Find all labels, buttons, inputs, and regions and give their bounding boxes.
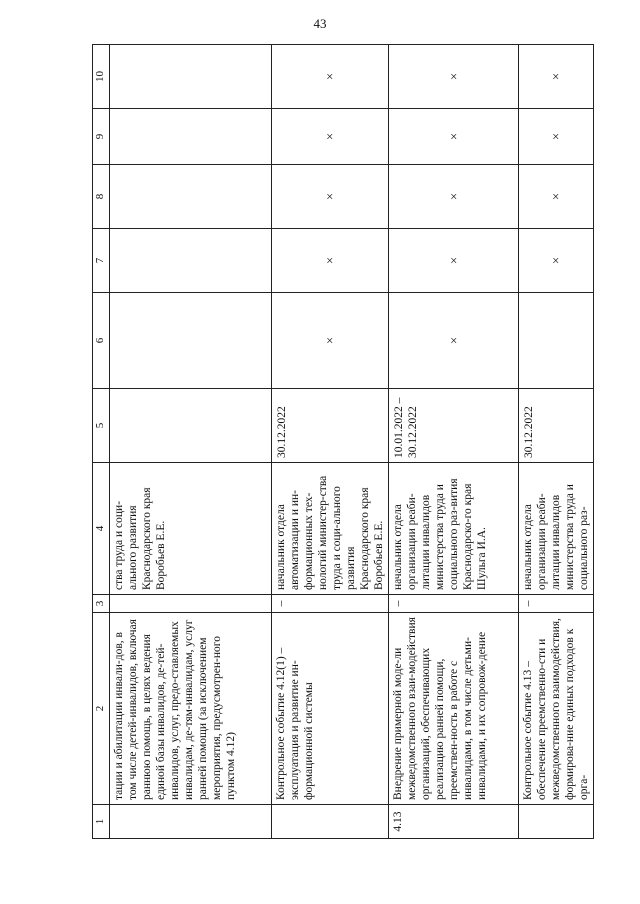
- cell-col7: ×: [389, 229, 519, 293]
- cell-col10: ×: [519, 45, 594, 109]
- cell-number: [110, 805, 272, 839]
- cell-col3: –: [389, 595, 519, 613]
- rotated-table-container: [92, 45, 591, 839]
- table-row: [519, 45, 594, 839]
- plan-table: [92, 44, 594, 839]
- cell-col3: –: [519, 595, 594, 613]
- cell-number: [272, 805, 389, 839]
- cell-col6: [110, 293, 272, 389]
- cell-number: [519, 805, 594, 839]
- cell-description: Контрольное событие 4.12(1) – эксплуатация и развитие ин-формационной системы: [272, 613, 389, 805]
- table-row: [110, 45, 272, 839]
- cell-responsible: начальник отдела организации реаби-литации инвалидов министерства труда и социального раз-вития Краснодарско-го края Шульга И.А.: [389, 463, 519, 595]
- col-header-2: 2: [93, 613, 110, 805]
- cell-col8: [110, 165, 272, 229]
- cell-col10: [110, 45, 272, 109]
- cell-col8: ×: [389, 165, 519, 229]
- cell-date: [110, 389, 272, 463]
- cell-date: 30.12.2022: [519, 389, 594, 463]
- cell-responsible: начальник отдела организации реаби-литации инвалидов министерства труда и социального раз-: [519, 463, 594, 595]
- header-row: [93, 45, 110, 839]
- cell-description: Внедрение примерной моде-ли межведомственного взаи-модействия организаций, обеспечивающих реализацию ранней помощи, преемствен-ность в работе с инвалидами, в том числе детьми-инвалидами, и их сопровож-дение: [389, 613, 519, 805]
- col-header-7: 7: [93, 229, 110, 293]
- col-header-5: 5: [93, 389, 110, 463]
- table-row: [389, 45, 519, 839]
- col-header-6: 6: [93, 293, 110, 389]
- col-header-8: 8: [93, 165, 110, 229]
- col-header-1: 1: [93, 805, 110, 839]
- cell-col9: ×: [389, 109, 519, 165]
- cell-col9: ×: [519, 109, 594, 165]
- cell-col7: ×: [519, 229, 594, 293]
- cell-date: 30.12.2022: [272, 389, 389, 463]
- cell-date: 10.01.2022 – 30.12.2022: [389, 389, 519, 463]
- cell-col10: ×: [272, 45, 389, 109]
- cell-col3: [110, 595, 272, 613]
- page-number: 43: [313, 16, 327, 31]
- cell-col10: ×: [389, 45, 519, 109]
- table-row: [272, 45, 389, 839]
- col-header-10: 10: [93, 45, 110, 109]
- cell-col6: ×: [389, 293, 519, 389]
- cell-col6: [519, 293, 594, 389]
- cell-col9: [110, 109, 272, 165]
- cell-col6: ×: [272, 293, 389, 389]
- cell-col9: ×: [272, 109, 389, 165]
- cell-number: 4.13: [389, 805, 519, 839]
- cell-responsible: ства труда и соци-ального развития Краснодарского края Воробьев Е.Е.: [110, 463, 272, 595]
- cell-col8: ×: [272, 165, 389, 229]
- cell-col8: ×: [519, 165, 594, 229]
- cell-col7: [110, 229, 272, 293]
- col-header-3: 3: [93, 595, 110, 613]
- cell-responsible: начальник отдела автоматизации и ин-формационных тех-нологий министер-ства труда и соци-ального развития Краснодарского края Воробьев Е.Е.: [272, 463, 389, 595]
- col-header-9: 9: [93, 109, 110, 165]
- cell-col3: –: [272, 595, 389, 613]
- cell-description: тации и абилитации инвали-дов, в том числе детей-инвалидов, включая раннюю помощь, в целях ведения единой базы инвалидов, де-тей-инвалидов, услуг, предо-ставляемых инвалидам, де-тям-инвалидам, услуг ранней помощи (за исключением мероприятия, предусмотрен-ного пунктом 4.12): [110, 613, 272, 805]
- cell-col7: ×: [272, 229, 389, 293]
- cell-description: Контрольное событие 4.13 – обеспечение преемственно-сти и межведомственного взаимодействия, формирова-ние единых подходов к орга-: [519, 613, 594, 805]
- col-header-4: 4: [93, 463, 110, 595]
